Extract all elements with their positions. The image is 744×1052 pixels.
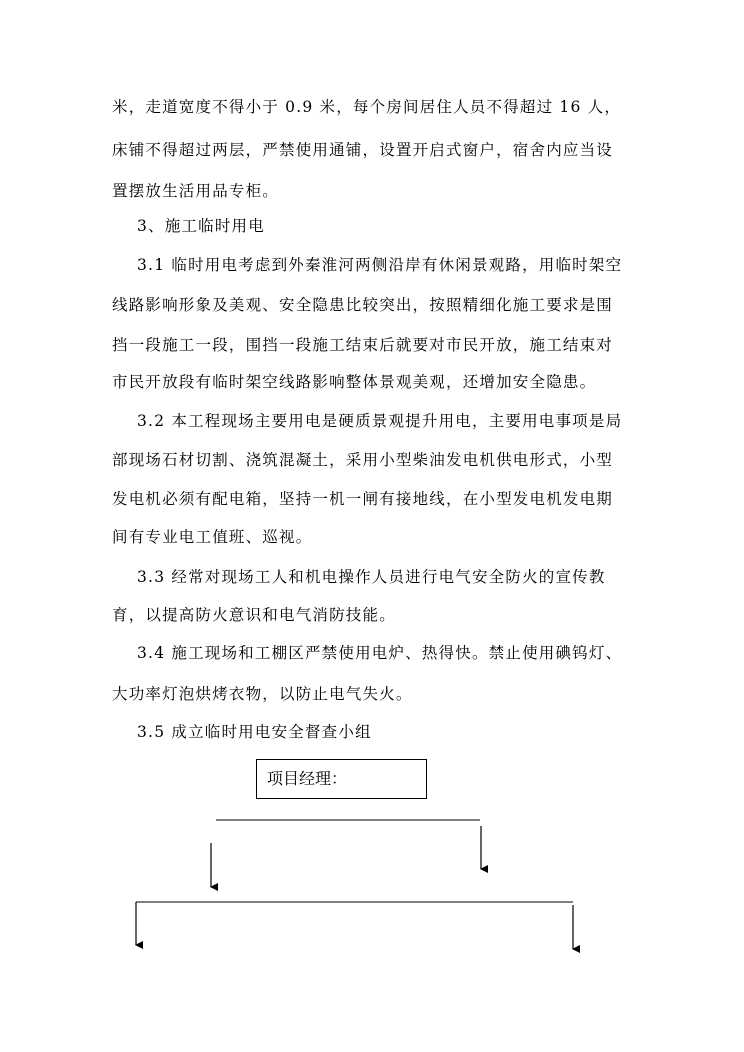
text-line: 市民开放段有临时架空线路影响整体景观美观，还增加安全隐患。 [112, 373, 597, 391]
text-line: 挡一段施工一段，围挡一段施工结束后就要对市民开放，施工结束对 [112, 336, 614, 354]
text-line: 大功率灯泡烘烤衣物，以防止电气失火。 [112, 685, 413, 703]
text-line: 3.2 本工程现场主要用电是硬质景观提升用电，主要用电事项是局 [137, 412, 623, 430]
text-line: 3.1 临时用电考虑到外秦淮河两侧沿岸有休闲景观路，用临时架空 [137, 256, 623, 274]
text-line: 间有专业电工值班、巡视。 [112, 528, 313, 546]
text-line: 置摆放生活用品专柜。 [112, 182, 280, 200]
text-line: 3.3 经常对现场工人和机电操作人员进行电气安全防火的宣传教 [137, 568, 606, 586]
text-line: 发电机必须有配电箱，坚持一机一闸有接地线，在小型发电机发电期 [112, 490, 614, 508]
text-line: 3.4 施工现场和工棚区严禁使用电炉、热得快。禁止使用碘钨灯、 [137, 644, 623, 662]
project-manager-label: 项目经理： [267, 769, 348, 788]
section-heading: 3、施工临时用电 [137, 217, 265, 235]
text-line: 米，走道宽度不得小于 0.9 米，每个房间居住人员不得超过 16 人， [112, 98, 622, 116]
text-line: 育，以提高防火意识和电气消防技能。 [112, 606, 396, 624]
text-line: 部现场石材切割、浇筑混凝土，采用小型柴油发电机供电形式，小型 [112, 451, 614, 469]
text-line: 线路影响形象及美观、安全隐患比较突出，按照精细化施工要求是围 [112, 296, 614, 314]
text-line: 床铺不得超过两层，严禁使用通铺，设置开启式窗户，宿舍内应当设 [112, 141, 614, 159]
section-heading: 3.5 成立临时用电安全督查小组 [137, 723, 372, 741]
